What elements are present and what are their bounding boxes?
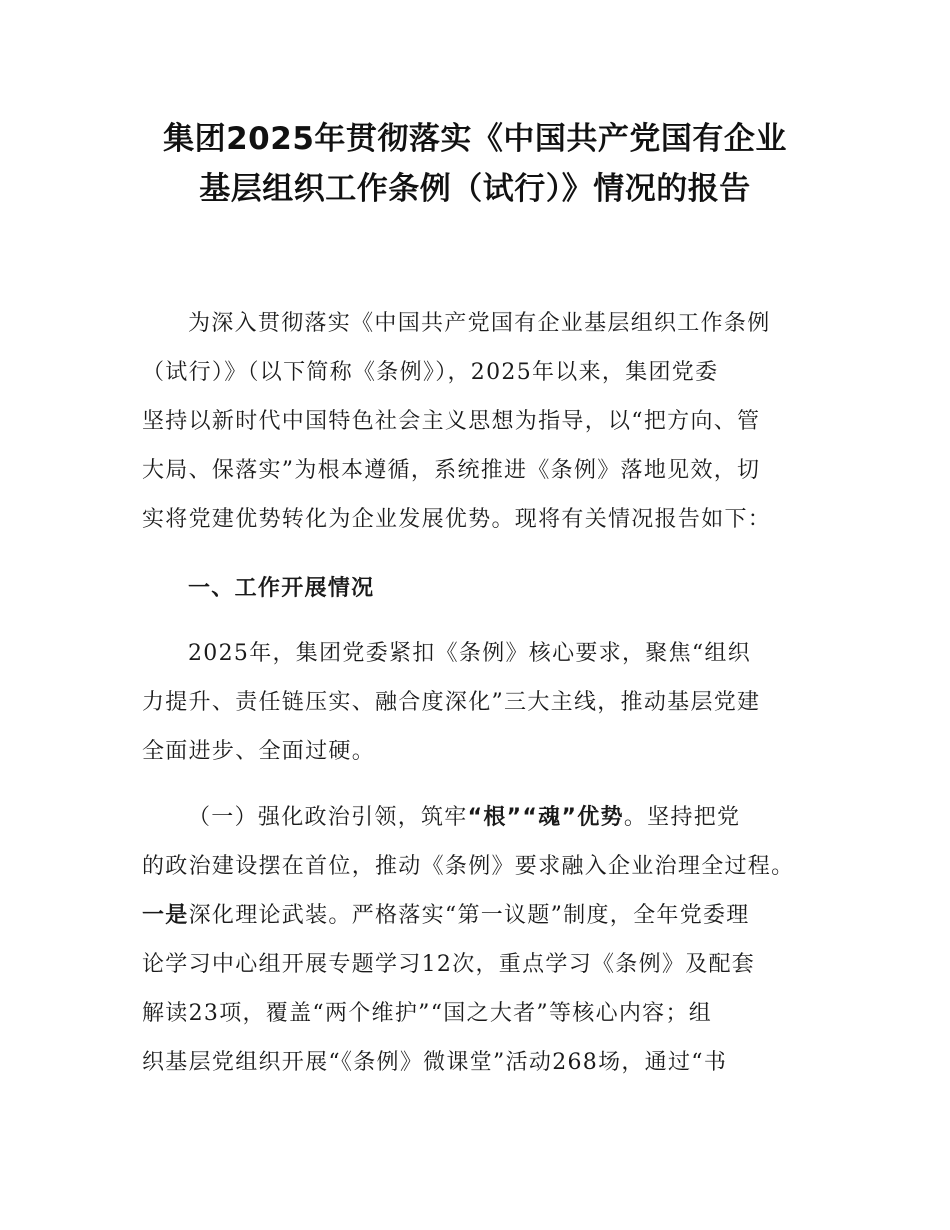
paragraph-3-line-1 [188, 800, 878, 836]
bold-phrase-root-soul: “根”“魂”优势 [467, 805, 624, 830]
bold-phrase-first: 一是 [142, 903, 189, 928]
paragraph-2-line-3: 全面进步、全面过硬。 [142, 739, 376, 764]
paragraph-3-line-5: 解读23项，覆盖“两个维护”“国之大者”等核心内容；组 [142, 1001, 713, 1026]
paragraph-1-line-3: 坚持以新时代中国特色社会主义思想为指导，以“把方向、管 [142, 409, 761, 434]
subsection-label: （一）强化政治引领，筑牢 [188, 805, 468, 830]
paragraph-3-line-2: 的政治建设摆在首位，推动《条例》要求融入企业治理全过程。 [142, 854, 795, 879]
paragraph-1-line-1: 为深入贯彻落实《中国共产党国有企业基层组织工作条例 [188, 311, 771, 336]
paragraph-2-line-1: 2025年，集团党委紧扣《条例》核心要求，聚焦“组织 [188, 641, 752, 666]
paragraph-1-line-5: 实将党建优势转化为企业发展优势。现将有关情况报告如下： [142, 507, 772, 532]
paragraph-3-line-6: 织基层党组织开展“《条例》微课堂”活动268场，通过“书 [142, 1050, 728, 1075]
paragraph-1-line-4: 大局、保落实”为根本遵循，系统推进《条例》落地见效，切 [142, 458, 761, 483]
section-heading: 一、工作开展情况 [188, 576, 375, 601]
document-title-line-2: 基层组织工作条例（试行）》情况的报告 [199, 171, 751, 207]
paragraph-1-line-2: （试行）》（以下简称《条例》），2025年以来，集团党委 [142, 360, 719, 385]
document-title-line-1: 集团2025年贯彻落实《中国共产党国有企业 [163, 121, 787, 157]
paragraph-3-line-4: 论学习中心组开展专题学习12次，重点学习《条例》及配套 [142, 952, 756, 977]
subsection-suffix: 。坚持把党 [623, 805, 741, 830]
paragraph-2-line-2: 力提升、责任链压实、融合度深化”三大主线，推动基层党建 [142, 690, 761, 715]
paragraph-3-line-3 [142, 898, 832, 934]
paragraph-3-line-3-text: 深化理论武装。严格落实“第一议题”制度，全年党委理 [188, 903, 750, 928]
